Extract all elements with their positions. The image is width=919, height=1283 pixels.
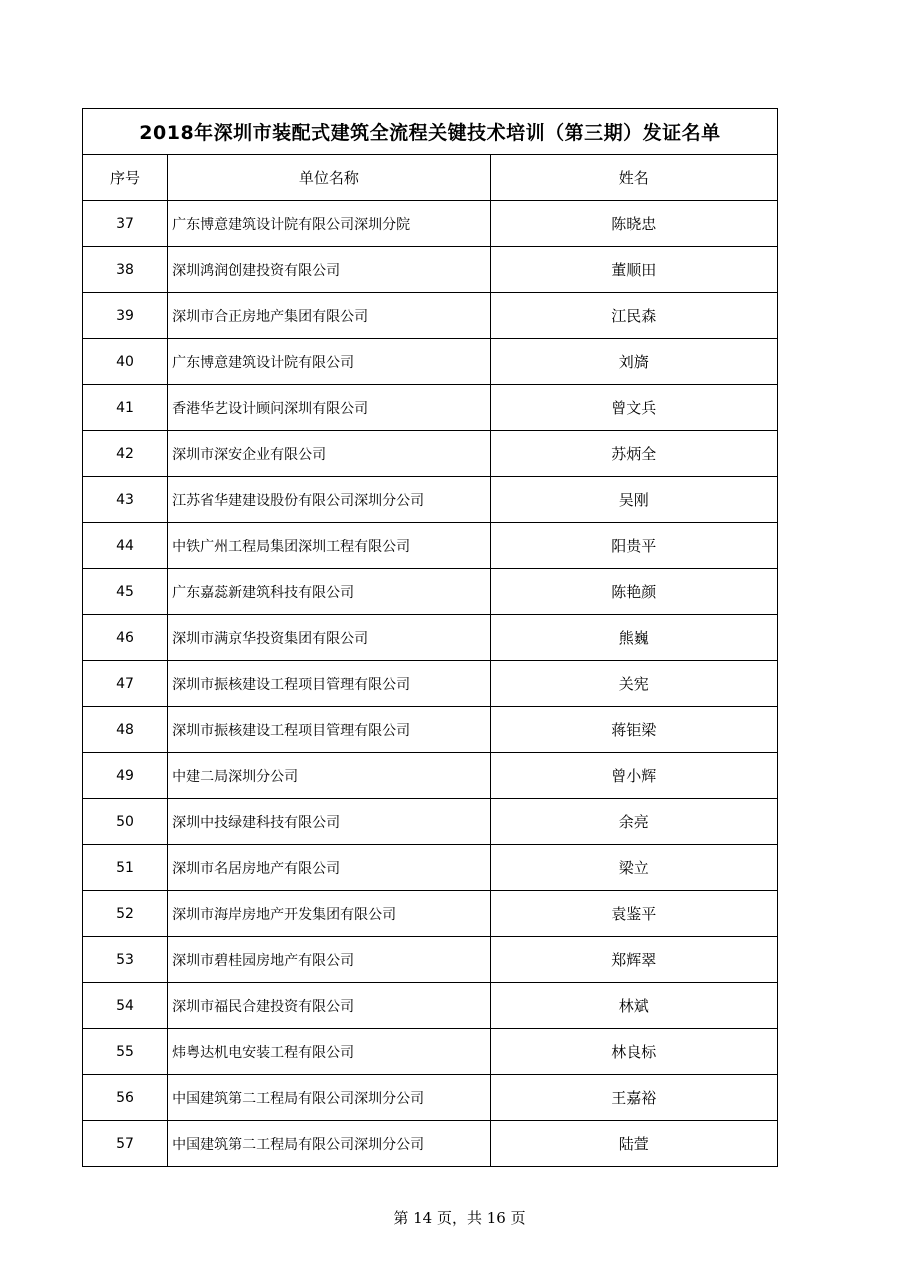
row-person-name: 关宪 [490, 661, 777, 707]
row-unit-name: 深圳市名居房地产有限公司 [168, 845, 490, 891]
table-row [83, 1029, 778, 1075]
row-person-name: 熊巍 [490, 615, 777, 661]
page-footer: 第 14 页，共 16 页 [393, 1209, 526, 1227]
row-person-name: 陆萱 [490, 1121, 777, 1167]
table-row [83, 477, 778, 523]
table-row [83, 201, 778, 247]
row-number: 49 [83, 753, 168, 799]
row-unit-name: 中铁广州工程局集团深圳工程有限公司 [168, 523, 490, 569]
table-row [83, 615, 778, 661]
row-unit-name: 深圳市满京华投资集团有限公司 [168, 615, 490, 661]
row-number: 51 [83, 845, 168, 891]
row-person-name: 吴刚 [490, 477, 777, 523]
table-row [83, 1075, 778, 1121]
row-person-name: 曾小辉 [490, 753, 777, 799]
row-person-name: 曾文兵 [490, 385, 777, 431]
table-row [83, 707, 778, 753]
row-number: 47 [83, 661, 168, 707]
document-title: 2018年深圳市装配式建筑全流程关键技术培训（第三期）发证名单 [83, 109, 778, 155]
table-row [83, 799, 778, 845]
row-number: 55 [83, 1029, 168, 1075]
table-row [83, 983, 778, 1029]
row-person-name: 袁鉴平 [490, 891, 777, 937]
row-number: 44 [83, 523, 168, 569]
table-row [83, 753, 778, 799]
row-number: 53 [83, 937, 168, 983]
row-unit-name: 深圳市合正房地产集团有限公司 [168, 293, 490, 339]
row-unit-name: 中国建筑第二工程局有限公司深圳分公司 [168, 1121, 490, 1167]
table-row [83, 845, 778, 891]
row-unit-name: 广东嘉蕊新建筑科技有限公司 [168, 569, 490, 615]
row-unit-name: 深圳市深安企业有限公司 [168, 431, 490, 477]
row-unit-name: 香港华艺设计顾问深圳有限公司 [168, 385, 490, 431]
row-person-name: 王嘉裕 [490, 1075, 777, 1121]
table-row [83, 523, 778, 569]
certificate-list-table [82, 108, 778, 1167]
row-unit-name: 中建二局深圳分公司 [168, 753, 490, 799]
table-row [83, 431, 778, 477]
row-person-name: 梁立 [490, 845, 777, 891]
row-person-name: 刘旖 [490, 339, 777, 385]
row-number: 50 [83, 799, 168, 845]
table-body [83, 201, 778, 1167]
row-number: 46 [83, 615, 168, 661]
row-unit-name: 深圳鸿润创建投资有限公司 [168, 247, 490, 293]
row-unit-name: 深圳市振核建设工程项目管理有限公司 [168, 661, 490, 707]
row-unit-name: 中国建筑第二工程局有限公司深圳分公司 [168, 1075, 490, 1121]
column-header-unit: 单位名称 [168, 155, 490, 201]
row-person-name: 阳贵平 [490, 523, 777, 569]
row-unit-name: 深圳市振核建设工程项目管理有限公司 [168, 707, 490, 753]
row-person-name: 林良标 [490, 1029, 777, 1075]
title-row [83, 109, 778, 155]
row-unit-name: 深圳中技绿建科技有限公司 [168, 799, 490, 845]
row-person-name: 林斌 [490, 983, 777, 1029]
row-number: 42 [83, 431, 168, 477]
row-number: 52 [83, 891, 168, 937]
row-person-name: 蒋钜梁 [490, 707, 777, 753]
row-unit-name: 炜粤达机电安装工程有限公司 [168, 1029, 490, 1075]
table-row [83, 569, 778, 615]
row-number: 37 [83, 201, 168, 247]
table-row [83, 339, 778, 385]
row-number: 56 [83, 1075, 168, 1121]
row-number: 43 [83, 477, 168, 523]
table-row [83, 293, 778, 339]
row-unit-name: 广东博意建筑设计院有限公司 [168, 339, 490, 385]
row-number: 48 [83, 707, 168, 753]
row-unit-name: 广东博意建筑设计院有限公司深圳分院 [168, 201, 490, 247]
row-number: 54 [83, 983, 168, 1029]
column-header-no: 序号 [83, 155, 168, 201]
table-row [83, 937, 778, 983]
row-number: 40 [83, 339, 168, 385]
row-number: 45 [83, 569, 168, 615]
row-person-name: 陈艳颜 [490, 569, 777, 615]
row-unit-name: 深圳市碧桂园房地产有限公司 [168, 937, 490, 983]
row-number: 57 [83, 1121, 168, 1167]
row-person-name: 陈晓忠 [490, 201, 777, 247]
row-person-name: 苏炳全 [490, 431, 777, 477]
row-person-name: 余亮 [490, 799, 777, 845]
row-person-name: 郑辉翠 [490, 937, 777, 983]
column-header-name: 姓名 [490, 155, 777, 201]
row-unit-name: 江苏省华建建设股份有限公司深圳分公司 [168, 477, 490, 523]
header-row [83, 155, 778, 201]
row-person-name: 董顺田 [490, 247, 777, 293]
table-row [83, 1121, 778, 1167]
row-number: 41 [83, 385, 168, 431]
table-row [83, 891, 778, 937]
row-unit-name: 深圳市海岸房地产开发集团有限公司 [168, 891, 490, 937]
row-number: 39 [83, 293, 168, 339]
table-row [83, 385, 778, 431]
table-row [83, 661, 778, 707]
row-unit-name: 深圳市福民合建投资有限公司 [168, 983, 490, 1029]
row-person-name: 江民森 [490, 293, 777, 339]
row-number: 38 [83, 247, 168, 293]
table-row [83, 247, 778, 293]
